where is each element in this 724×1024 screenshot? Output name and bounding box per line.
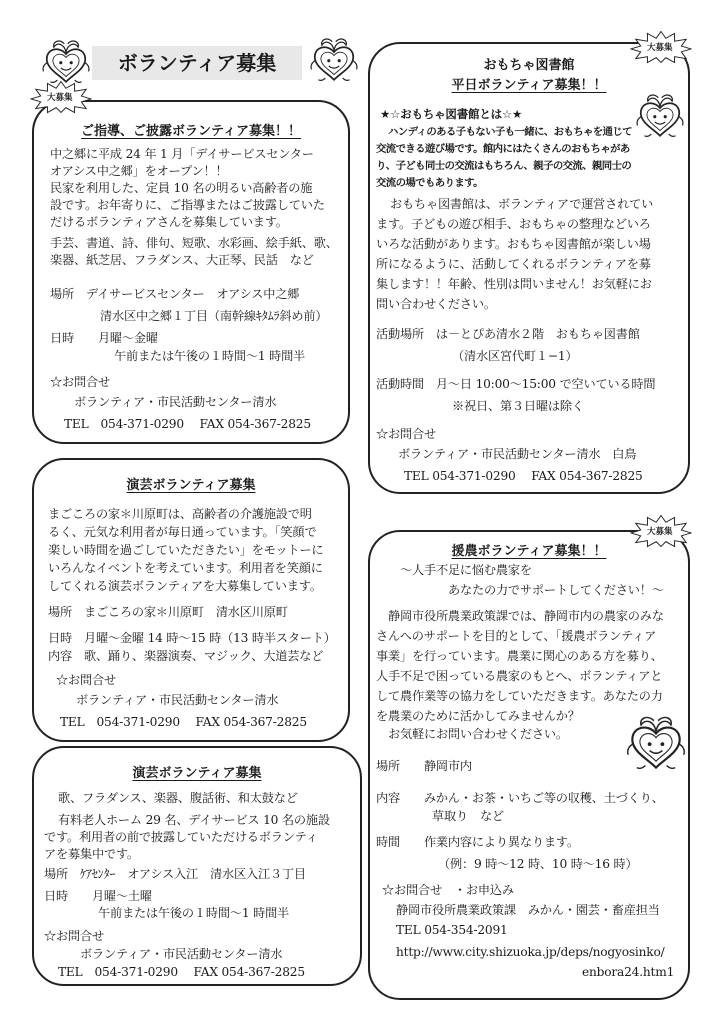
- datetime-note: ※祝日、第３日曜は除く: [452, 399, 584, 413]
- badge-label: 大募集: [647, 527, 673, 537]
- contact-org: ボランティア・市民活動センター清水: [80, 947, 283, 961]
- intro-text: ハンディのある子もない子も一緒に、おもちゃを通じて: [388, 126, 632, 138]
- page-title: ボランティア募集: [92, 46, 302, 80]
- box-subtitle: あなたの力でサポートしてください！～: [448, 583, 664, 597]
- address-text: （清水区宮代町１−1）: [452, 349, 578, 363]
- content-text: 草取り など: [432, 809, 504, 823]
- body-text: おもちゃ図書館は、ボランティアで運営されてい: [390, 197, 654, 211]
- body-text: 有料老人ホーム 29 名、デイサービス 10 名の施設: [58, 813, 330, 827]
- contact-label: ☆お問合せ: [50, 375, 110, 389]
- body-text: を農業のために活かしてみませんか？: [376, 709, 580, 723]
- content-text: 内容 歌、踊り、楽器演奏、マジック、大道芸など: [48, 649, 324, 663]
- performance-volunteer-box-2: [32, 746, 362, 986]
- intro-heading: ★☆おもちゃ図書館とは☆★: [380, 107, 523, 121]
- location-text: 場所 ｹｱｾﾝﾀｰ オアシス入江 清水区入江３丁目: [44, 867, 306, 881]
- starburst-badge-icon: [630, 514, 692, 548]
- box-header: 演芸ボランティア募集: [132, 766, 262, 781]
- body-text: 手芸、書道、詩、俳句、短歌、水彩画、絵手紙、歌、: [50, 236, 338, 250]
- body-text: してくれる演芸ボランティアを大募集しています。: [48, 579, 322, 593]
- starburst-badge-icon: [30, 80, 92, 114]
- datetime-text: 日時 月曜～金曜: [50, 331, 158, 345]
- badge-label: 大募集: [647, 43, 673, 53]
- heart-mascot-icon: [40, 36, 92, 86]
- body-text: いろな活動があります。おもちゃ図書館が楽しい場: [376, 237, 651, 251]
- datetime-text: 日時 月曜～金曜 14 時～15 時（13 時半スタート）: [48, 631, 336, 645]
- website-link[interactable]: http://www.city.shizuoka.jp/deps/nogyosinko/: [396, 945, 665, 959]
- website-link[interactable]: enbora24.htm1: [582, 965, 675, 979]
- contact-org: ボランティア・市民活動センター清水: [76, 693, 279, 707]
- body-text: 問い合わせください。: [376, 297, 496, 311]
- instruction-volunteer-box: [32, 100, 350, 444]
- badge-label: 大募集: [47, 93, 73, 103]
- body-text: ます。子どもの遊び相手、おもちゃの整理などいろ: [376, 217, 651, 231]
- body-text: 人手不足で困っている農家のもとへ、ボランティアと: [376, 669, 663, 683]
- body-text: です。利用者の前で披露していただけるボランティ: [44, 830, 318, 844]
- body-text: お気軽にお問い合わせください。: [388, 727, 568, 741]
- box-header: ご指導、ご披露ボランティア募集！！: [81, 124, 301, 139]
- body-text: 集します！！年齢、性別は問いません！お気軽にお: [376, 277, 652, 291]
- box-subtitle: ～人手不足に悩む農家を: [400, 563, 532, 577]
- location-text: 場所 まごころの家＊川原町 清水区川原町: [48, 605, 288, 619]
- address-text: 清水区中之郷１丁目（南幹線ｷﾀﾑﾗ斜め前）: [100, 309, 328, 323]
- contact-org: ボランティア・市民活動センター清水: [74, 395, 277, 409]
- body-text: 所になるように、活動してくれるボランティアを募: [376, 257, 651, 271]
- contact-phone: TEL 054-371-0290 FAX 054-367-2825: [60, 715, 307, 729]
- datetime-text: 午前または午後の１時間～1 時間半: [98, 906, 290, 920]
- contact-phone: TEL 054-371-0290 FAX 054-367-2825: [58, 965, 305, 979]
- contact-phone: TEL 054-371-0290 FAX 054-367-2825: [404, 469, 643, 483]
- contact-label: ☆お問合せ ・お申込み: [382, 883, 514, 897]
- body-text: まごころの家＊川原町は、高齢者の介護施設で明: [48, 507, 312, 521]
- contact-org: ボランティア・市民活動センター清水 白鳥: [398, 447, 637, 461]
- body-text: 楽しい時間を過ごしていただきたい」をモットーに: [48, 543, 324, 557]
- location-text: 場所 静岡市内: [376, 759, 472, 773]
- box-subheader: 平日ボランティア募集！！: [451, 78, 607, 93]
- datetime-text: 活動時間 月～日 10:00～15:00 で空いている時間: [376, 377, 656, 391]
- body-text: アを募集中です。: [44, 847, 139, 861]
- starburst-badge-icon: [630, 30, 692, 64]
- body-text: 静岡市役所農業政策課では、静岡市内の農家のみな: [388, 609, 664, 623]
- box-header: 援農ボランティア募集！！: [451, 544, 607, 559]
- contact-label: ☆お問合せ: [56, 673, 116, 687]
- datetime-text: 日時 月曜～土曜: [44, 889, 152, 903]
- body-text: さんへのサポートを目的として、「援農ボランティア: [376, 629, 657, 643]
- intro-text: 交流できる遊び場です。館内にはたくさんのおもちゃがあ: [376, 143, 630, 155]
- content-text: 内容 みかん・お茶・いちご等の収穫、土づくり、: [376, 791, 664, 805]
- heart-mascot-icon: [634, 90, 686, 140]
- intro-text: り、子ども同士の交流はもちろん、親子の交流、親同士の: [376, 160, 632, 172]
- heart-mascot-icon: [308, 34, 360, 84]
- body-text: るく、元気な利用者が毎日通っています。「笑顔で: [48, 525, 317, 539]
- contact-phone: TEL 054-354-2091: [396, 923, 508, 937]
- datetime-example: （例：9 時～12 時、10 時～16 時）: [438, 857, 638, 871]
- body-text: 設です。お年寄りに、ご指導またはご披露していた: [50, 198, 325, 212]
- body-text: オアシス中之郷」をオープン！！: [50, 164, 228, 178]
- body-text: いろんなイベントを考えています。利用者を笑顔に: [48, 561, 323, 575]
- contact-label: ☆お問合せ: [376, 427, 436, 441]
- datetime-text: 時間 作業内容により異なります。: [376, 835, 579, 849]
- body-text: 中之郷に平成 24 年 1 月「デイサービスセンター: [50, 147, 314, 161]
- location-text: 活動場所 は－とぴあ清水２階 おもちゃ図書館: [376, 327, 640, 341]
- body-text: 歌、フラダンス、楽器、腹話術、和太鼓など: [58, 791, 298, 805]
- box-header: おもちゃ図書館: [483, 58, 575, 73]
- performance-volunteer-box-1: [32, 458, 350, 742]
- contact-label: ☆お問合せ: [44, 929, 104, 943]
- body-text: だけるボランティアさんを募集しています。: [50, 215, 288, 229]
- datetime-text: 午前または午後の１時間～1 時間半: [114, 349, 306, 363]
- body-text: して農作業等の協力をしていただきます。あなたの力: [376, 689, 663, 703]
- intro-text: 交流の場でもあります。: [376, 177, 483, 189]
- location-text: 場所 デイサービスセンター オアシス中之郷: [50, 287, 300, 301]
- body-text: 事業」を行っています。農業に関心のある方を募り、: [376, 649, 663, 663]
- body-text: 楽器、紙芝居、フラダンス、大正琴、民話 など: [50, 253, 314, 267]
- contact-phone: TEL 054-371-0290 FAX 054-367-2825: [64, 417, 311, 431]
- heart-mascot-icon: [624, 712, 688, 772]
- box-header: 演芸ボランティア募集: [126, 478, 256, 493]
- contact-org: 静岡市役所農業政策課 みかん・園芸・畜産担当: [396, 903, 660, 917]
- body-text: 民家を利用した、定員 10 名の明るい高齢者の施: [50, 181, 313, 195]
